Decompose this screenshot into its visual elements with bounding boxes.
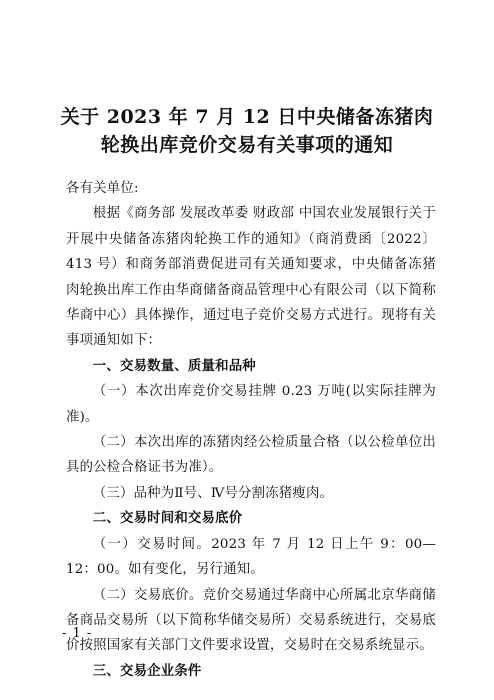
paragraph-1-2: （二）本次出库的冻猪肉经公检质量合格（以公检单位出具的公检合格证书为准）。 xyxy=(66,435,436,476)
section-heading-2: 二、交易时间和交易底价 xyxy=(92,511,243,527)
section-heading-1: 一、交易数量、质量和品种 xyxy=(92,358,256,374)
section-heading-3: 三、交易企业条件 xyxy=(92,663,202,679)
paragraph-1-1: （一）本次出库竞价交易挂牌 0.23 万吨(以实际挂牌为准)。 xyxy=(66,384,436,425)
title-line-2: 轮换出库竞价交易有关事项的通知 xyxy=(100,134,394,156)
paragraph-2-2: （二）交易底价。竞价交易通过华商中心所属北京华商储备商品交易所（以下简称华储交易所）交易系统进行，交易底价按照国家有关部门文件要求设置，交易时在交易系统显示。 xyxy=(66,587,436,654)
page-number: - 1 - xyxy=(62,626,93,641)
paragraph-intro: 根据《商务部 发展改革委 财政部 中国农业发展银行关于开展中央储备冻猪肉轮换工作的通知》（商消费函〔2022〕413 号）和商务部消费促进司有关通知要求，中央储备冻猪肉轮换出库工作由华商储备商品管理中心有限公司（以下简称华商中心）具体操作，通过电子竞价交易方式进行。现将有关事项通知如下： xyxy=(66,206,436,349)
paragraph-1-3: （三）品种为Ⅱ号、Ⅳ号分割冻猪瘦肉。 xyxy=(92,485,334,501)
salutation: 各有关单位: xyxy=(66,181,139,196)
document-title xyxy=(0,103,494,159)
document-body xyxy=(66,176,436,684)
paragraph-2-1: （一）交易时间。2023 年 7 月 12 日上午 9：00—12：00。如有变化，另行通知。 xyxy=(66,536,436,578)
title-line-1: 关于 2023 年 7 月 12 日中央储备冻猪肉 xyxy=(60,106,434,128)
